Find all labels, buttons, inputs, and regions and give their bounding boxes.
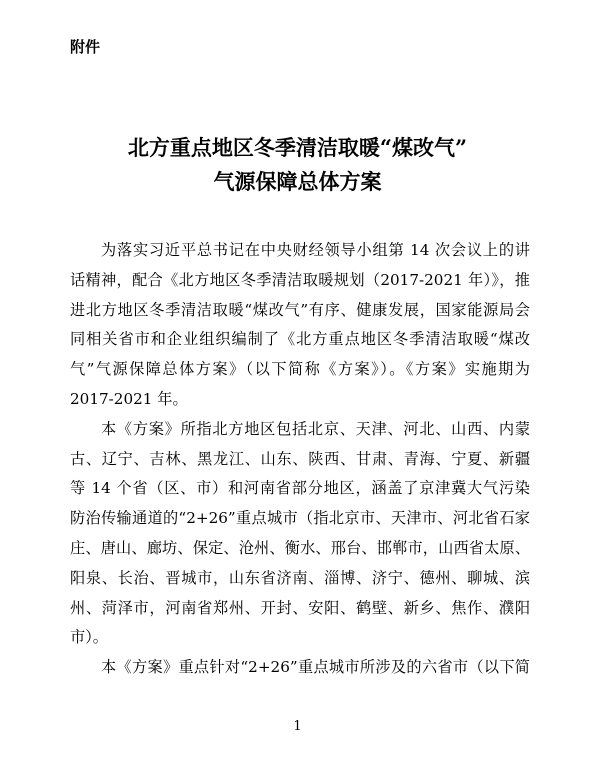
- document-title-line-1: 北方重点地区冬季清洁取暖“煤改气”: [127, 135, 468, 160]
- paragraph-1-line-2: 话精神，配合《北方地区冬季清洁取暖规划（2017-2021 年）》，推: [70, 270, 530, 289]
- paragraph-2-line-6: 阳泉、长治、晋城市，山东省济南、淄博、济宁、德州、聊城、滨: [70, 568, 530, 587]
- paragraph-2-line-5: 庄、唐山、廊坊、保定、沧州、衡水、邢台、邯郸市，山西省太原、: [70, 538, 530, 557]
- paragraph-2-line-2: 古、辽宁、吉林、黑龙江、山东、陕西、甘肃、青海、宁夏、新疆: [70, 449, 530, 468]
- paragraph-1-line-1: 为落实习近平总书记在中央财经领导小组第 14 次会议上的讲: [101, 241, 530, 259]
- paragraph-2-line-8: 市）。: [70, 628, 108, 647]
- paragraph-1-line-4: 同相关省市和企业组织编制了《北方重点地区冬季清洁取暖“煤改: [70, 330, 530, 349]
- paragraph-1-line-5: 气”气源保障总体方案》（以下简称《方案》）。《方案》实施期为: [70, 360, 530, 379]
- paragraph-2-line-1: 本《方案》所指北方地区包括北京、天津、河北、山西、内蒙: [101, 419, 530, 438]
- paragraph-2-line-7: 州、菏泽市，河南省郑州、开封、安阳、鹤壁、新乡、焦作、濮阳: [70, 598, 530, 617]
- body-text: [70, 236, 530, 683]
- document-title-line-2: 气源保障总体方案: [213, 169, 382, 194]
- paragraph-1-line-6: 2017-2021 年。: [70, 389, 188, 408]
- paragraph-2-line-4: 防治传输通道的“2+26”重点城市（指北京市、天津市、河北省石家: [70, 509, 530, 528]
- paragraph-2-line-3: 等 14 个省（区、市）和河南省部分地区，涵盖了京津冀大气污染: [70, 479, 530, 498]
- paragraph-3-line-1: 本《方案》重点针对“2+26”重点城市所涉及的六省市（以下简: [101, 658, 530, 677]
- paragraph-1-line-3: 进北方地区冬季清洁取暖“煤改气”有序、健康发展，国家能源局会: [70, 300, 530, 319]
- attachment-label: 附件: [70, 38, 101, 56]
- page-number: 1: [293, 719, 302, 734]
